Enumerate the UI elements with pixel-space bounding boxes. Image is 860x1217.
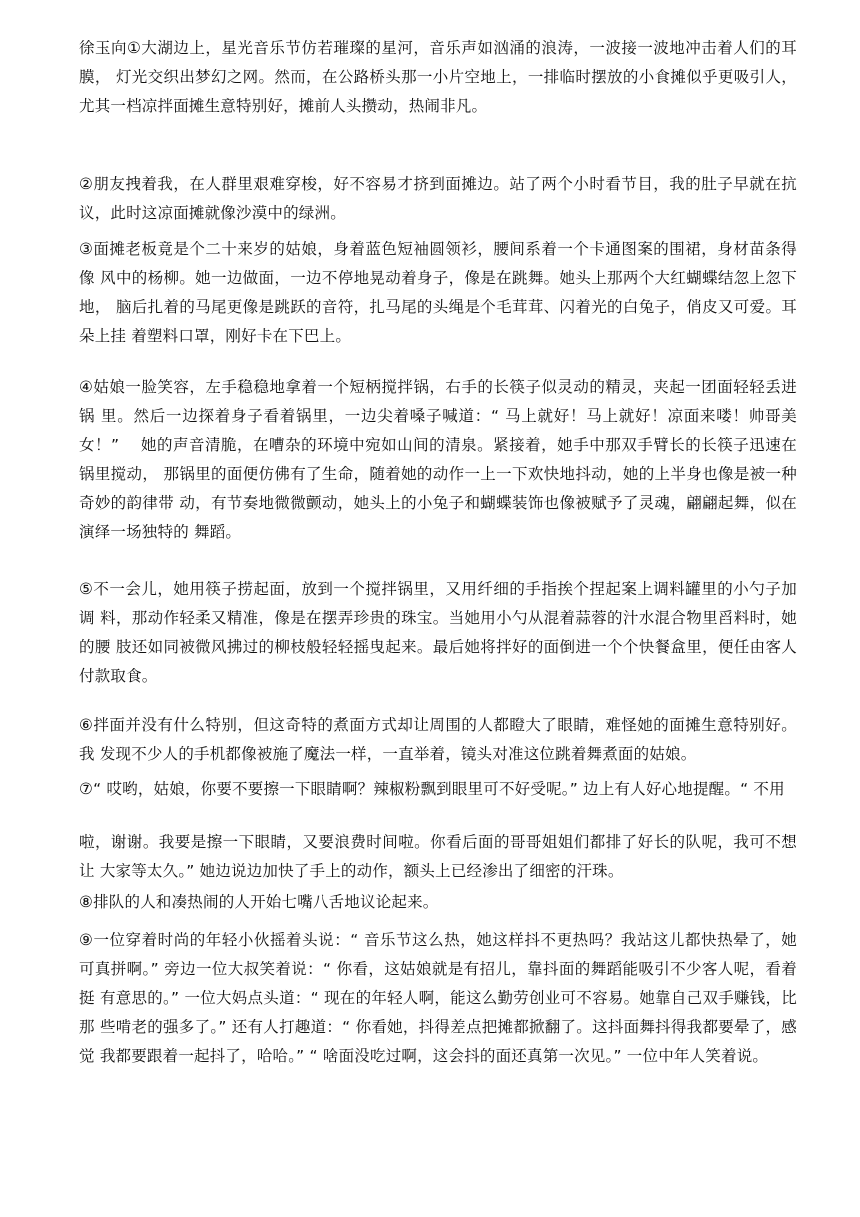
paragraph-5: ⑤不一会儿，她用筷子捞起面，放到一个搅拌锅里，又用纤细的手指挨个捏起案上调料罐里的小勺子加调 料，那动作轻柔又精准，像是在摆弄珍贵的珠宝。当她用小勺从混着蒜蓉的汁水混合物里舀料时，她的腰 肢还如同被微风拂过的柳枝般轻轻摇曳起来。最后她将拌好的面倒进一个个快餐盒里，便任由客人付款取食。 bbox=[79, 580, 797, 685]
paragraph-6: ⑥拌面并没有什么特别，但这奇特的煮面方式却让周围的人都瞪大了眼睛，难怪她的面摊生意特别好。我 发现不少人的手机都像被施了魔法一样，一直举着，镜头对准这位跳着舞煮面的姑娘。 bbox=[79, 716, 797, 763]
paragraph-7-cont: 啦，谢谢。我要是擦一下眼睛，又要浪费时间啦。你看后面的哥哥姐姐们都排了好长的队呢，我可不想让 大家等太久。” 她边说边加快了手上的动作，额头上已经渗出了细密的汗珠。 bbox=[79, 833, 797, 880]
paragraph-8: ⑧排队的人和凑热闹的人开始七嘴八舌地议论起来。 bbox=[79, 893, 439, 911]
paragraph-2: ②朋友拽着我，在人群里艰难穿梭，好不容易才挤到面摊边。站了两个小时看节目，我的肚子早就在抗议，此时这凉面摊就像沙漠中的绿洲。 bbox=[79, 175, 797, 222]
paragraph-3: ③面摊老板竟是个二十来岁的姑娘，身着蓝色短袖圆领衫，腰间系着一个卡通图案的围裙，身材苗条得像 风中的杨柳。她一边做面，一边不停地晃动着身子，像是在跳舞。她头上那两个大红蝴蝶结忽上忽下地， 脑后扎着的马尾更像是跳跃的音符，扎马尾的头绳是个毛茸茸、闪着光的白兔子，俏皮又可爱。耳朵上挂 着塑料口罩，刚好卡在下巴上。 bbox=[79, 240, 797, 345]
paragraph-1: 徐玉向①大湖边上，星光音乐节仿若璀璨的星河，音乐声如汹涌的浪涛，一波接一波地冲击着人们的耳膜， 灯光交织出梦幻之网。然而，在公路桥头那一小片空地上，一排临时摆放的小食摊似乎更吸引人，尤其一档凉拌面摊生意特别好，摊前人头攒动，热闹非凡。 bbox=[79, 39, 797, 115]
paragraph-9: ⑨一位穿着时尚的年轻小伙摇着头说：“ 音乐节这么热，她这样抖不更热吗？我站这儿都快热晕了，她可真拼啊。” 旁边一位大叔笑着说：“ 你看，这姑娘就是有招儿，靠抖面的舞蹈能吸引不少客人呢，看着挺 有意思的。” 一位大妈点头道：“ 现在的年轻人啊，能这么勤劳创业可不容易。她靠自己双手赚钱，比那 些啃老的强多了。” 还有人打趣道：“ 你看她，抖得差点把摊都掀翻了。这抖面舞抖得我都要晕了，感觉 我都要跟着一起抖了，哈哈。” “ 啥面没吃过啊，这会抖的面还真第一次见。” 一位中年人笑着说。 bbox=[79, 931, 797, 1065]
paragraph-7-start: ⑦“ 哎哟，姑娘，你要不要擦一下眼睛啊？辣椒粉飘到眼里可不好受呢。” 边上有人好心地提醒。“ 不用 bbox=[79, 780, 785, 798]
paragraph-4: ④姑娘一脸笑容，左手稳稳地拿着一个短柄搅拌锅，右手的长筷子似灵动的精灵，夹起一团面轻轻丢进锅 里。然后一边探着身子看着锅里，一边尖着嗓子喊道：“ 马上就好！马上就好！凉面来喽！帅哥美女！” 她的声音清脆，在嘈杂的环境中宛如山间的清泉。紧接着，她手中那双手臂长的长筷子迅速在锅里搅动， 那锅里的面便仿佛有了生命，随着她的动作一上一下欢快地抖动，她的上半身也像是被一种奇妙的韵律带 动，有节奏地微微颤动，她头上的小兔子和蝴蝶装饰也像被赋予了灵魂，翩翩起舞，似在演绎一场独特的 舞蹈。 bbox=[79, 378, 797, 541]
